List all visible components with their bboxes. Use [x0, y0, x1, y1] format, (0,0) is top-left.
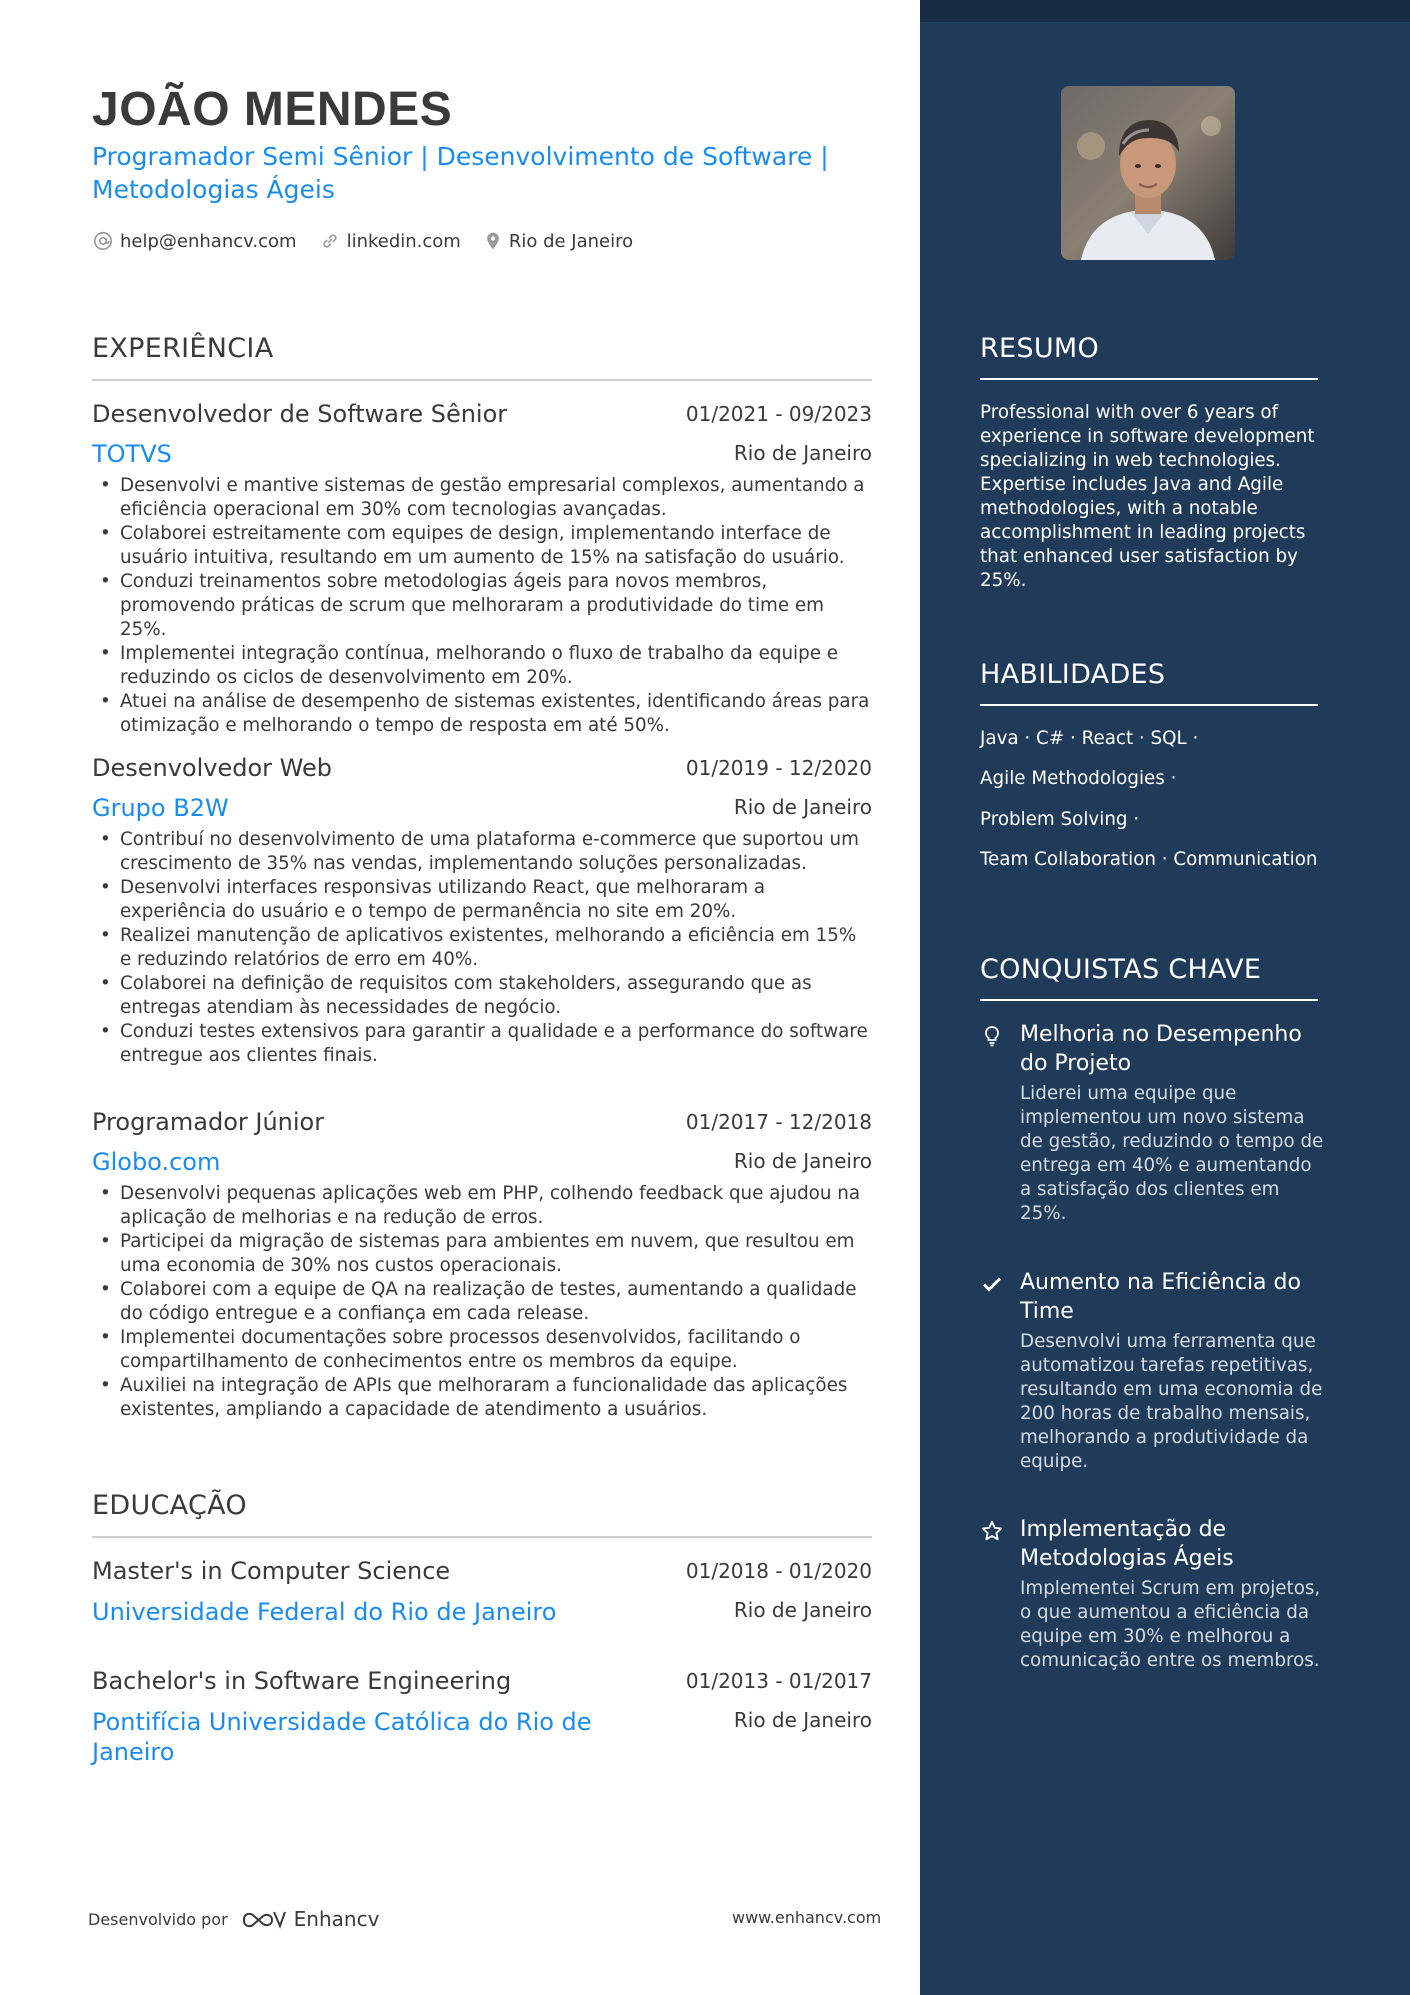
link-icon	[319, 230, 341, 252]
job-entry	[92, 400, 872, 738]
skills-divider	[980, 704, 1318, 706]
job-location: Rio de Janeiro	[733, 1149, 872, 1173]
bullet-item: • Colaborei estreitamente com equipes de design, implementando interface de usuário intuitiva, resultando em um aumento de 15% na satisfação do usuário.	[92, 522, 872, 570]
achievement-title: Implementação de Metodologias Ágeis	[1020, 1517, 1234, 1571]
contact-email-text: help@enhancv.com	[120, 230, 297, 252]
achievement-text: Liderei uma equipe que implementou um novo sistema de gestão, reduzindo o tempo de entrega em 40% e aumentando a satisfação dos clientes em 25%.	[1020, 1083, 1324, 1224]
footer-branding	[88, 1906, 379, 1932]
achievements-divider	[980, 999, 1318, 1001]
job-company: Grupo B2W	[92, 794, 229, 822]
enhancv-logo-icon	[240, 1906, 288, 1932]
education-entry	[92, 1667, 872, 1767]
experience-divider	[92, 379, 872, 381]
bullet-item: • Atuei na análise de desempenho de sistemas existentes, identificando áreas para otimização e melhorando o tempo de resposta em até 50%.	[92, 690, 872, 738]
education-dates: 01/2013 - 01/2017	[685, 1669, 872, 1693]
bullet-item: • Participei da migração de sistemas para ambientes em nuvem, que resultou em uma economia de 30% nos custos operacionais.	[92, 1230, 872, 1278]
education-degree: Master's in Computer Science	[92, 1557, 451, 1585]
achievement-item	[980, 1268, 1325, 1474]
bullet-item: • Realizei manutenção de aplicativos existentes, melhorando a eficiência em 15% e reduzindo relatórios de erro em 40%.	[92, 924, 872, 972]
job-location: Rio de Janeiro	[733, 795, 872, 819]
skills-line: Agile Methodologies ·	[980, 768, 1177, 789]
education-school: Universidade Federal do Rio de Janeiro	[92, 1598, 557, 1626]
education-dates: 01/2018 - 01/2020	[685, 1559, 872, 1583]
checkmark-icon	[980, 1272, 1004, 1296]
achievement-title: Aumento na Eficiência do Time	[1020, 1270, 1301, 1324]
education-divider	[92, 1536, 872, 1538]
contact-linkedin[interactable]	[319, 230, 461, 252]
contact-linkedin-text: linkedin.com	[346, 230, 461, 252]
location-pin-icon	[483, 230, 503, 252]
job-title: Programador Júnior	[92, 1108, 325, 1136]
skills-line: Java · C# · React · SQL ·	[980, 728, 1199, 749]
job-entry	[92, 1108, 872, 1422]
job-location: Rio de Janeiro	[733, 441, 872, 465]
education-school: Pontifícia Universidade Católica do Rio de Janeiro	[92, 1708, 592, 1766]
job-entry	[92, 754, 872, 1068]
at-icon	[92, 230, 114, 252]
bullet-item: • Conduzi testes extensivos para garantir a qualidade e a performance do software entregue aos clientes finais.	[92, 1020, 872, 1068]
bullet-item: • Desenvolvi pequenas aplicações web em PHP, colhendo feedback que ajudou na aplicação de melhorias e na redução de erros.	[92, 1182, 872, 1230]
education-location: Rio de Janeiro	[733, 1598, 872, 1622]
education-entry	[92, 1557, 872, 1627]
experience-title: EXPERIÊNCIA	[92, 333, 274, 364]
sidebar-top-strip	[920, 0, 1410, 22]
bullet-item: • Auxiliei na integração de APIs que melhoraram a funcionalidade das aplicações existentes, ampliando a capacidade de atendimento a usuários.	[92, 1374, 872, 1422]
job-bullets	[92, 828, 872, 1068]
bullet-item: • Contribuí no desenvolvimento de uma plataforma e-commerce que suportou um crescimento de 35% nas vendas, implementando soluções personalizadas.	[92, 828, 872, 876]
bullet-item: • Implementei integração contínua, melhorando o fluxo de trabalho da equipe e reduzindo os ciclos de desenvolvimento em 20%.	[92, 642, 872, 690]
job-dates: 01/2019 - 12/2020	[685, 756, 872, 780]
bullet-item: • Desenvolvi e mantive sistemas de gestão empresarial complexos, aumentando a eficiência operacional em 30% com tecnologias avançadas.	[92, 474, 872, 522]
job-dates: 01/2017 - 12/2018	[685, 1110, 872, 1134]
job-company: Globo.com	[92, 1148, 221, 1176]
bullet-item: • Implementei documentações sobre processos desenvolvidos, facilitando o compartilhamento de conhecimentos entre os membros da equipe.	[92, 1326, 872, 1374]
job-title: Desenvolvedor de Software Sênior	[92, 400, 508, 428]
contact-location	[483, 230, 633, 252]
portrait-image	[1061, 86, 1235, 260]
bullet-item: • Desenvolvi interfaces responsivas utilizando React, que melhoraram a experiência do usuário e o tempo de permanência no site em 20%.	[92, 876, 872, 924]
achievement-text: Implementei Scrum em projetos, o que aumentou a eficiência da equipe em 30% e melhorou a comunicação entre os membros.	[1020, 1578, 1321, 1671]
summary-title: RESUMO	[980, 333, 1100, 364]
candidate-tagline: Programador Semi Sênior | Desenvolvimento de Software | Metodologias Ágeis	[92, 142, 829, 204]
footer-brand: Enhancv	[293, 1907, 380, 1931]
footer-website[interactable]: www.enhancv.com	[732, 1908, 882, 1927]
skills-title: HABILIDADES	[980, 659, 1166, 690]
achievement-title: Melhoria no Desempenho do Projeto	[1020, 1022, 1302, 1076]
achievement-item	[980, 1515, 1325, 1673]
star-icon	[980, 1519, 1004, 1543]
profile-photo	[1061, 86, 1235, 260]
education-location: Rio de Janeiro	[733, 1708, 872, 1732]
contact-email[interactable]	[92, 230, 297, 252]
skills-line: Team Collaboration · Communication	[980, 849, 1318, 870]
summary-divider	[980, 378, 1318, 380]
contact-bar	[92, 230, 655, 252]
job-company: TOTVS	[92, 440, 172, 468]
sidebar	[920, 0, 1410, 1995]
bullet-item: • Conduzi treinamentos sobre metodologias ágeis para novos membros, promovendo práticas de scrum que melhoraram a produtividade do time em 25%.	[92, 570, 872, 642]
contact-location-text: Rio de Janeiro	[508, 230, 634, 252]
bullet-item: • Colaborei com a equipe de QA na realização de testes, aumentando a qualidade do código entregue e a confiança em cada release.	[92, 1278, 872, 1326]
footer-built-with: Desenvolvido por	[88, 1909, 228, 1929]
bullet-item: • Colaborei na definição de requisitos com stakeholders, assegurando que as entregas atendiam às necessidades de negócio.	[92, 972, 872, 1020]
achievement-text: Desenvolvi uma ferramenta que automatizou tarefas repetitivas, resultando em uma economia de 200 horas de trabalho mensais, melhorando a produtividade da equipe.	[1020, 1331, 1323, 1472]
skills-line: Problem Solving ·	[980, 809, 1140, 830]
job-bullets	[92, 1182, 872, 1422]
achievement-item	[980, 1020, 1325, 1226]
education-degree: Bachelor's in Software Engineering	[92, 1667, 512, 1695]
achievements-title: CONQUISTAS CHAVE	[980, 954, 1262, 985]
job-title: Desenvolvedor Web	[92, 754, 332, 782]
education-title: EDUCAÇÃO	[92, 1490, 247, 1521]
job-dates: 01/2021 - 09/2023	[685, 402, 872, 426]
summary-text: Professional with over 6 years of experience in software development specializing in web technologies. Expertise includes Java and Agile methodologies, with a notable accomplishment in leading projects that enhanced user satisfaction by 25%.	[980, 402, 1315, 591]
candidate-name: JOÃO MENDES	[92, 83, 453, 136]
lightbulb-icon	[980, 1024, 1004, 1048]
job-bullets	[92, 474, 872, 738]
